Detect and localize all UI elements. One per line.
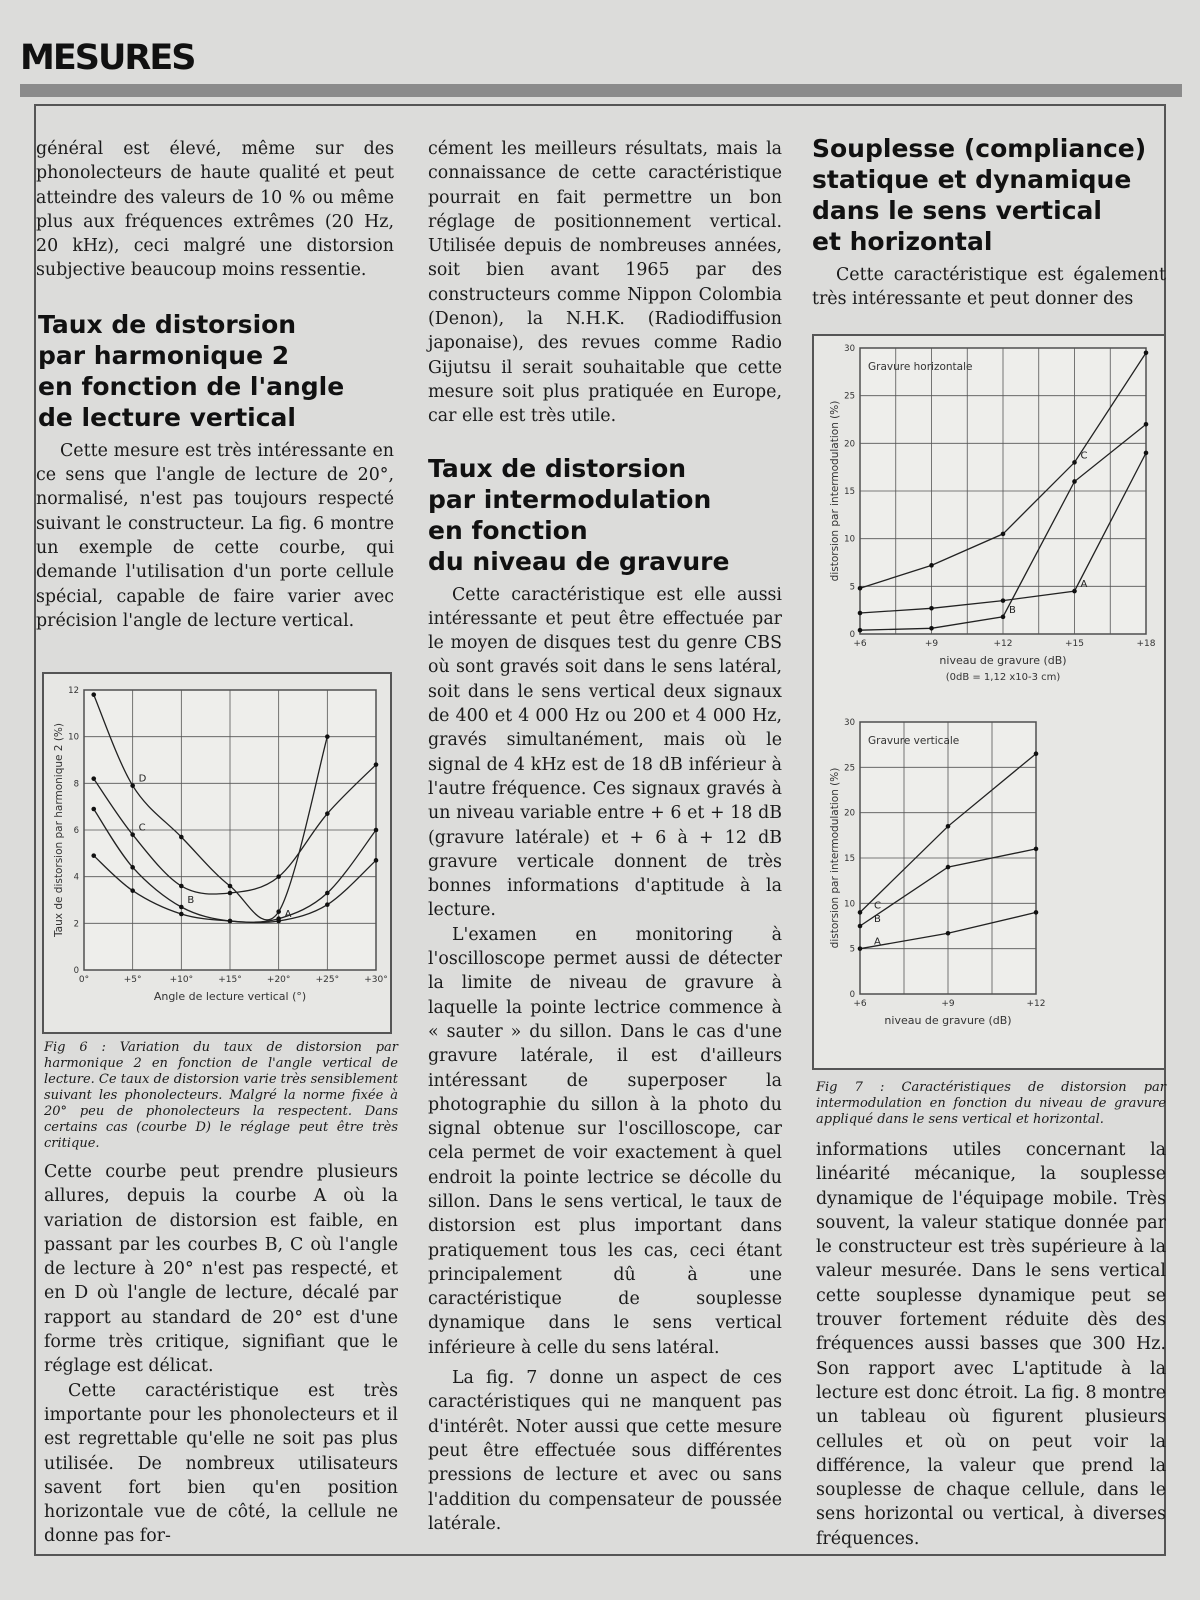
y-tick-label: 5 (849, 944, 855, 955)
data-point-C (946, 824, 951, 829)
data-point-B (91, 807, 96, 812)
section-heading (38, 309, 394, 433)
x-tick-label: +6 (853, 999, 867, 1009)
y-tick-label: 30 (844, 344, 855, 354)
fig6-caption: Fig 6 : Variation du taux de distorsion par harmonique 2 en fonction de l'angle vertical de lecture. Ce taux de distorsion varie très sensiblement suivant les phonolecteurs. Malgré la norme fixée à 20° peu de phonolecteurs la respectent. Dans certains cas (courbe D) le réglage peut être très critique. (44, 1040, 398, 1151)
y-tick-label: 15 (844, 487, 855, 497)
series-label-D: D (138, 773, 147, 785)
data-point-C (858, 586, 863, 591)
x-tick-label: +6 (853, 639, 867, 649)
series-label-B: B (187, 895, 195, 906)
paragraph: L'examen en monitoring à l'oscilloscope permet aussi de détecter la limite de niveau de gravure à laquelle la pointe lectrice commence à « sauter » du sillon. Dans le cas d'une gravure latérale, il est d'ailleurs intéressant de superposer la photographie du sillon à la photo du signal obtenue sur l'oscilloscope, car cela permet de voir exactement à quel endroit la pointe lectrice se décolle du sillon. Dans le sens vertical, le taux de distorsion est plus important dans pratiquement tous les cas, ceci étant principalement dû à une caractéristique de souplesse dynamique dans le sens vertical inférieure à celle du sens latéral. (428, 924, 782, 1358)
heading-line: Souplesse (compliance) (812, 134, 1147, 163)
chart-title: Gravure horizontale (868, 361, 973, 373)
series-label-A: A (284, 909, 292, 920)
data-point-D (91, 692, 96, 697)
data-point-A (929, 606, 934, 611)
data-point-A (1072, 589, 1077, 594)
section-header: MESURES (20, 38, 195, 78)
column-3-lower (816, 1080, 1166, 1551)
data-point-C (1072, 460, 1077, 465)
heading-line: Taux de distorsion (428, 453, 687, 483)
series-label-B: B (1009, 604, 1016, 616)
heading-line: par harmonique 2 (38, 340, 290, 370)
paragraph: Cette courbe peut prendre plusieurs allures, depuis la courbe A où la variation de distorsion est faible, en passant par les courbes B, C où l'angle de lecture à 20° n'est pas respecté, et en D où l'angle de lecture, décalé par rapport au standard de 20° est d'une forme très critique, signifiant que le réglage est délicat. (44, 1162, 398, 1377)
x-tick-label: +9 (924, 639, 939, 649)
data-point-B (130, 865, 135, 870)
data-point-C (1034, 751, 1039, 756)
x-tick-label: +18 (1136, 639, 1156, 649)
y-tick-label: 10 (844, 534, 855, 545)
y-tick-label: 25 (844, 763, 855, 774)
data-point-B (858, 628, 863, 633)
data-point-B (1001, 615, 1006, 620)
y-tick-label: 2 (73, 919, 79, 930)
x-tick-label: +12 (1026, 999, 1046, 1009)
x-axis-label: niveau de gravure (dB) (939, 654, 1067, 667)
data-point-C (929, 563, 934, 568)
series-label-C: C (1080, 450, 1088, 462)
column-1-lower (44, 1040, 398, 1549)
y-tick-label: 12 (68, 686, 79, 696)
paragraph: La fig. 7 donne un aspect de ces caractéristiques qui ne manquent pas d'intérêt. Noter aussi que cette mesure peut être effectuée sous différentes pressions de lecture et avec ou sans l'addition du compensateur de poussée latérale. (428, 1368, 782, 1534)
heading-line: en fonction (428, 515, 588, 545)
paragraph: informations utiles concernant la linéarité mécanique, la souplesse dynamique de l'équipage mobile. Très souvent, la valeur statique donnée par le constructeur est très supérieure à la valeur mesurée. Dans le sens vertical cette souplesse dynamique peut se trouver fortement réduite dès des fréquences aussi basses que 300 Hz. Son rapport avec L'aptitude à la lecture est donc étroit. La fig. 8 montre un tableau où figurent plusieurs cellules et où on peut voir la différence, la valeur que prend la souplesse de chaque cellule, dans le sens horizontal ou vertical, à diverses fréquences. (816, 1140, 1166, 1549)
data-point-B (228, 919, 233, 924)
data-point-C (91, 776, 96, 781)
series-label-C: C (138, 822, 146, 834)
y-tick-label: 5 (849, 582, 855, 593)
y-tick-label: 0 (849, 990, 855, 1000)
y-tick-label: 0 (849, 630, 855, 640)
data-point-C (858, 910, 863, 915)
paragraph: général est élevé, même sur des phonolecteurs de haute qualité et peut atteindre des valeurs de 10 % ou même plus aux fréquences extrêmes (20 Hz, 20 kHz), ceci malgré une distorsion subjective beaucoup moins ressentie. (36, 139, 394, 281)
x-tick-label: +30° (364, 975, 388, 985)
x-tick-label: +10° (169, 975, 194, 985)
series-label-A: A (874, 936, 881, 948)
heading-line: en fonction de l'angle (38, 371, 345, 401)
data-point-A (858, 611, 863, 616)
data-point-B (929, 626, 934, 631)
data-point-A (858, 946, 863, 951)
x-tick-label: +20° (266, 975, 291, 985)
y-axis-label: distorsion par intermodulation (%) (829, 767, 841, 949)
data-point-D (325, 734, 330, 739)
data-point-B (1072, 479, 1077, 484)
data-point-B (1144, 422, 1149, 427)
fig7-box (812, 334, 1166, 1070)
heading-line: par intermodulation (428, 484, 712, 514)
heading-line: dans le sens vertical (812, 196, 1102, 225)
data-point-B (858, 924, 863, 929)
x-tick-label: +5° (123, 975, 142, 985)
data-point-C (130, 832, 135, 837)
data-point-A (179, 912, 184, 917)
data-point-D (276, 909, 281, 914)
paragraph: cément les meilleurs résultats, mais la connaissance de cette caractéristique pourrait en fait permettre un bon réglage de positionnement vertical. Utilisée depuis de nombreuses années, soit bien avant 1965 par des constructeurs comme Nippon Colombia (Denon), la N.H.K. (Radiodiffusion japonaise), des revues comme Radio Gijutsu il serait souhaitable que cette mesure soit plus pratiquée en Europe, car elle est très utile. (428, 139, 782, 427)
x-axis-note: (0dB = 1,12 x10-3 cm) (945, 672, 1061, 683)
x-axis-label: niveau de gravure (dB) (884, 1014, 1012, 1027)
y-tick-label: 25 (844, 391, 855, 402)
paragraph: Cette mesure est très intéressante en ce sens que l'angle de lecture de 20°, normalisé, n'est pas toujours respecté suivant le constructeur. La fig. 6 montre un exemple de cette courbe, qui demande l'utilisation d'un porte cellule spécial, capable de faire varier avec précision l'angle de lecture vertical. (36, 440, 394, 631)
y-tick-label: 10 (68, 732, 79, 743)
heading-line: Taux de distorsion (38, 309, 297, 339)
y-tick-label: 20 (844, 808, 855, 819)
y-axis-label: Taux de distorsion par harmonique 2 (%) (53, 723, 65, 937)
data-point-B (374, 828, 379, 833)
data-point-A (1034, 910, 1039, 915)
data-point-C (1144, 350, 1149, 355)
fig6-chart (44, 674, 390, 1032)
series-label-B: B (874, 914, 881, 925)
section-heading (812, 133, 1166, 257)
fig7-caption: Fig 7 : Caractéristiques de distorsion par intermodulation en fonction du niveau de gravure appliqué dans le sens vertical et horizontal. (816, 1080, 1166, 1127)
data-point-A (1144, 451, 1149, 456)
chart-title: Gravure verticale (868, 735, 960, 747)
x-tick-label: +9 (941, 999, 955, 1009)
heading-line: du niveau de gravure (428, 546, 730, 576)
data-point-C (228, 891, 233, 896)
data-point-B (276, 916, 281, 921)
heading-line: de lecture vertical (38, 402, 296, 432)
column-2 (428, 137, 782, 1536)
y-tick-label: 4 (73, 872, 79, 883)
column-3 (812, 133, 1166, 312)
data-point-A (946, 931, 951, 936)
x-tick-label: +12 (993, 639, 1013, 649)
fig7-vertical-chart (814, 712, 1164, 1062)
heading-line: et horizontal (812, 227, 993, 256)
x-tick-label: +15° (218, 975, 242, 985)
fig6-box (42, 672, 392, 1034)
fig7-horizontal-chart (814, 336, 1164, 706)
y-tick-label: 8 (73, 779, 79, 790)
x-tick-label: 0° (78, 975, 90, 985)
data-point-A (325, 902, 330, 907)
y-axis-label: distorsion par intermodulation (%) (829, 400, 841, 582)
heading-line: statique et dynamique (812, 165, 1132, 194)
data-point-B (325, 891, 330, 896)
data-point-A (130, 888, 135, 893)
data-point-D (179, 835, 184, 840)
y-tick-label: 30 (844, 718, 855, 728)
data-point-B (1034, 847, 1039, 852)
data-point-D (130, 783, 135, 788)
y-tick-label: 0 (73, 966, 79, 976)
y-tick-label: 20 (844, 439, 855, 450)
x-tick-label: +25° (315, 975, 340, 985)
data-point-C (325, 811, 330, 816)
x-axis-label: Angle de lecture vertical (°) (153, 990, 307, 1003)
data-point-C (374, 762, 379, 767)
data-point-B (946, 865, 951, 870)
data-point-D (228, 884, 233, 889)
data-point-A (91, 853, 96, 858)
x-tick-label: +15 (1065, 639, 1084, 649)
paragraph: Cette caractéristique est elle aussi intéressante et peut être effectuée par le moyen de disques test du genre CBS où sont gravés soit dans le sens latéral, soit dans le sens vertical deux signaux de 400 et 4 000 Hz ou 200 et 4 000 Hz, gravés simultanément, mais où le signal de 4 kHz est de 18 dB inférieur à l'autre fréquence. Ces signaux gravés à un niveau variable entre + 6 et + 18 dB (gravure latérale) et + 6 à + 12 dB gravure verticale donnent de très bonnes informations d'aptitude à la lecture. (428, 584, 782, 921)
y-tick-label: 15 (844, 854, 855, 864)
data-point-B (179, 905, 184, 910)
series-label-A: A (1080, 579, 1088, 591)
data-point-C (276, 874, 281, 879)
section-heading (428, 453, 782, 577)
series-label-C: C (874, 900, 881, 912)
paragraph: Cette caractéristique est également très intéressante et peut donner des (812, 265, 1166, 310)
header-rule (20, 84, 1182, 97)
data-point-C (1001, 532, 1006, 537)
paragraph: Cette caractéristique est très importante pour les phonolecteurs et il est regrettable qu'elle ne soit pas plus utilisée. De nombreux utilisateurs savent fort bien qu'en position horizontale vue de côté, la cellule ne donne pas for- (44, 1380, 398, 1547)
data-point-C (179, 884, 184, 889)
y-tick-label: 10 (844, 899, 855, 910)
y-tick-label: 6 (73, 826, 79, 836)
data-point-A (1001, 598, 1006, 603)
data-point-A (374, 858, 379, 863)
column-1 (36, 137, 394, 633)
